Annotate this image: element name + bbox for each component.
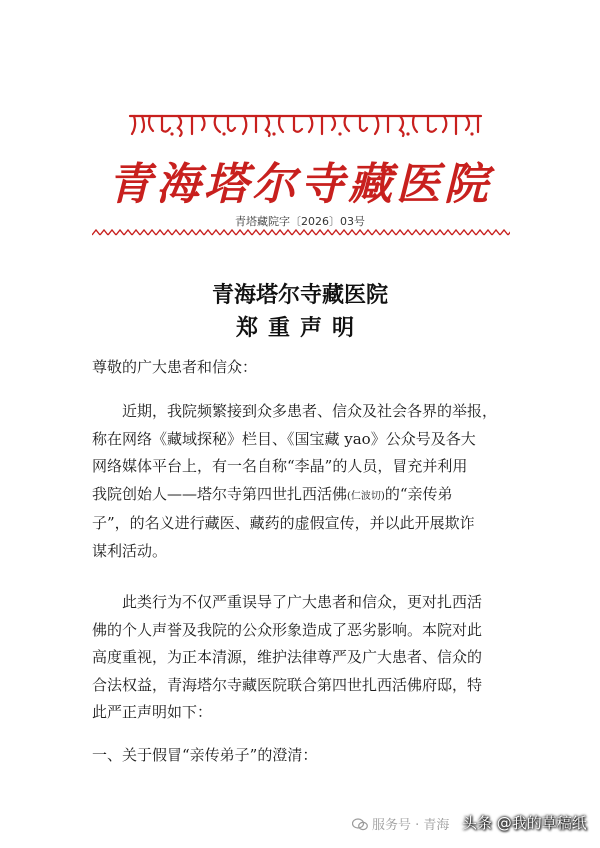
salutation: 尊敬的广大患者和信众： [92,358,258,376]
toutiao-watermark: 头条 @我的草稿纸 [462,814,587,832]
paragraph-line: 子”，的名义进行藏医、藏药的虚假宣传，并以此开展欺诈 [92,514,475,532]
paragraph-line: 此严正声明如下： [92,703,213,721]
tibetan-letterhead-script [128,108,483,138]
paragraph-line: 高度重视，为正本清源，维护法律尊严及广大患者、信众的 [92,648,483,666]
paragraph-2 [92,589,512,727]
paragraph-line: 近期，我院频繁接到众多患者、信众及社会各界的举报， [122,402,498,420]
paragraph-line: 此类行为不仅严重误导了广大患者和信众，更对扎西活 [122,593,483,611]
paragraph-line: 谋利活动。 [92,541,168,560]
paragraph-1 [92,398,512,565]
paragraph-line: 佛的个人声誉及我院的公众形象造成了恶劣影响。本院对此 [92,620,483,639]
paragraph-line: 合法权益，青海塔尔寺藏医院联合第四世扎西活佛府邸，特 [92,675,483,694]
paragraph-line: 网络媒体平台上，有一名自称“李晶”的人员，冒充并利用 [92,457,468,475]
letterhead-hospital-name: 青海塔尔寺藏医院 [108,159,492,210]
statement-title: 青海塔尔寺藏医院 [211,282,388,308]
wechat-watermark: 服务号 · 青海 [352,814,449,833]
red-ornamental-divider [92,229,510,237]
statement-subtitle: 郑重声明 [235,315,364,341]
document-number: 青塔藏院字〔2026〕03号 [235,215,365,228]
wechat-icon [352,818,368,831]
paragraph-line: 称在网络《藏域探秘》栏目、《国宝藏 yao》公众号及各大 [92,429,476,448]
section-heading-1: 一、关于假冒“亲传弟子”的澄清： [92,746,318,764]
paragraph-line: 我院创始人——塔尔寺第四世扎西活佛(仁波切)的“亲传弟 [92,484,453,503]
